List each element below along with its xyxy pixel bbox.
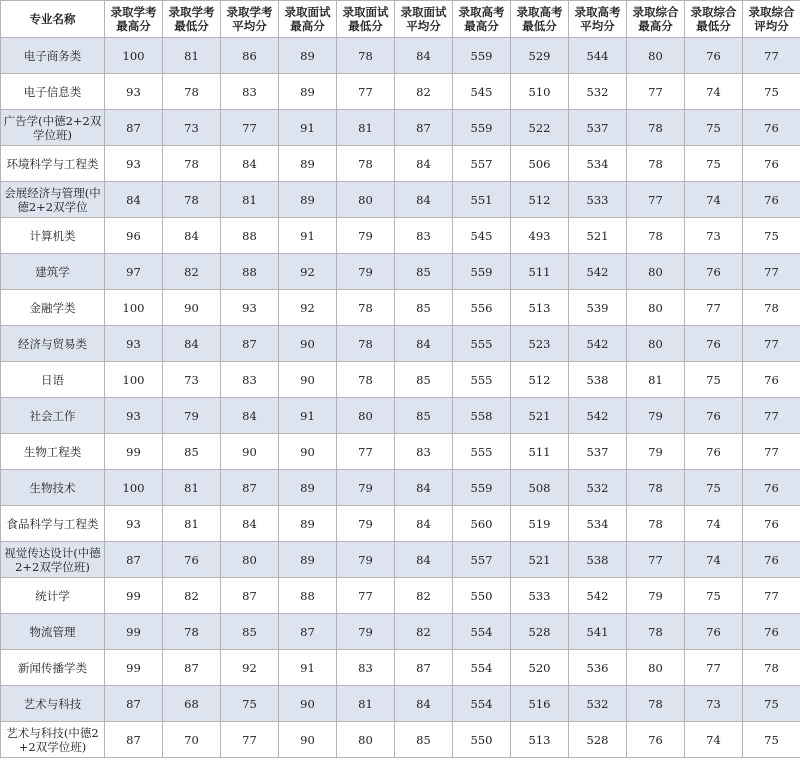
- score-cell: 512: [511, 362, 569, 398]
- score-cell: 92: [221, 650, 279, 686]
- score-cell: 78: [627, 506, 685, 542]
- score-cell: 80: [627, 254, 685, 290]
- score-cell: 75: [685, 578, 743, 614]
- score-cell: 545: [453, 74, 511, 110]
- column-header: 录取综合 最高分: [627, 1, 685, 38]
- score-cell: 533: [511, 578, 569, 614]
- major-name-cell: 计算机类: [1, 218, 105, 254]
- score-cell: 88: [221, 218, 279, 254]
- score-cell: 91: [279, 398, 337, 434]
- score-cell: 91: [279, 218, 337, 254]
- score-cell: 84: [105, 182, 163, 218]
- score-cell: 81: [163, 506, 221, 542]
- score-cell: 77: [221, 722, 279, 758]
- score-cell: 560: [453, 506, 511, 542]
- score-cell: 80: [627, 38, 685, 74]
- score-cell: 97: [105, 254, 163, 290]
- score-cell: 85: [163, 434, 221, 470]
- score-cell: 557: [453, 146, 511, 182]
- score-cell: 79: [337, 470, 395, 506]
- score-cell: 100: [105, 290, 163, 326]
- score-cell: 84: [395, 146, 453, 182]
- major-name-cell: 日语: [1, 362, 105, 398]
- score-cell: 76: [627, 722, 685, 758]
- score-cell: 78: [627, 614, 685, 650]
- score-cell: 87: [105, 542, 163, 578]
- score-cell: 521: [511, 542, 569, 578]
- score-cell: 78: [627, 470, 685, 506]
- score-cell: 528: [569, 722, 627, 758]
- score-cell: 78: [627, 110, 685, 146]
- score-cell: 87: [395, 650, 453, 686]
- score-cell: 87: [105, 110, 163, 146]
- score-cell: 75: [685, 146, 743, 182]
- score-cell: 77: [743, 434, 800, 470]
- table-row: [1, 470, 800, 506]
- score-cell: 76: [163, 542, 221, 578]
- major-name-cell: 金融学类: [1, 290, 105, 326]
- table-body: [1, 38, 800, 758]
- score-cell: 89: [279, 470, 337, 506]
- table-header: [1, 1, 800, 38]
- score-cell: 80: [221, 542, 279, 578]
- score-cell: 76: [743, 506, 800, 542]
- score-cell: 84: [395, 506, 453, 542]
- score-cell: 73: [685, 686, 743, 722]
- header-row: [1, 1, 800, 38]
- column-header: 录取综合 最低分: [685, 1, 743, 38]
- score-cell: 555: [453, 326, 511, 362]
- score-cell: 532: [569, 470, 627, 506]
- score-cell: 80: [337, 722, 395, 758]
- score-cell: 77: [743, 398, 800, 434]
- score-cell: 88: [221, 254, 279, 290]
- major-name-cell: 生物工程类: [1, 434, 105, 470]
- major-name-cell: 电子信息类: [1, 74, 105, 110]
- score-cell: 87: [105, 686, 163, 722]
- score-cell: 99: [105, 650, 163, 686]
- score-cell: 536: [569, 650, 627, 686]
- score-cell: 93: [105, 326, 163, 362]
- table-row: [1, 146, 800, 182]
- score-cell: 76: [743, 542, 800, 578]
- score-cell: 76: [685, 38, 743, 74]
- score-cell: 78: [337, 38, 395, 74]
- score-cell: 74: [685, 542, 743, 578]
- score-cell: 79: [627, 398, 685, 434]
- major-name-cell: 艺术与科技: [1, 686, 105, 722]
- score-cell: 550: [453, 722, 511, 758]
- score-cell: 81: [163, 38, 221, 74]
- score-cell: 100: [105, 38, 163, 74]
- score-cell: 73: [685, 218, 743, 254]
- score-cell: 537: [569, 434, 627, 470]
- score-cell: 79: [337, 614, 395, 650]
- major-name-cell: 物流管理: [1, 614, 105, 650]
- score-cell: 78: [743, 290, 800, 326]
- score-cell: 100: [105, 470, 163, 506]
- score-cell: 555: [453, 362, 511, 398]
- score-cell: 77: [685, 650, 743, 686]
- score-cell: 80: [627, 650, 685, 686]
- score-cell: 551: [453, 182, 511, 218]
- score-cell: 87: [163, 650, 221, 686]
- score-cell: 77: [743, 38, 800, 74]
- table-row: [1, 542, 800, 578]
- score-cell: 85: [395, 398, 453, 434]
- score-cell: 81: [627, 362, 685, 398]
- score-cell: 76: [685, 326, 743, 362]
- major-name-cell: 新闻传播学类: [1, 650, 105, 686]
- score-cell: 513: [511, 722, 569, 758]
- score-cell: 82: [163, 578, 221, 614]
- table-row: [1, 38, 800, 74]
- score-cell: 90: [279, 434, 337, 470]
- score-cell: 90: [279, 686, 337, 722]
- score-cell: 556: [453, 290, 511, 326]
- score-cell: 86: [221, 38, 279, 74]
- score-cell: 85: [395, 722, 453, 758]
- table-row: [1, 398, 800, 434]
- score-cell: 550: [453, 578, 511, 614]
- major-name-cell: 统计学: [1, 578, 105, 614]
- score-cell: 77: [337, 578, 395, 614]
- score-cell: 83: [221, 362, 279, 398]
- table-row: [1, 218, 800, 254]
- score-cell: 80: [337, 182, 395, 218]
- score-cell: 99: [105, 434, 163, 470]
- score-cell: 538: [569, 362, 627, 398]
- score-cell: 76: [685, 398, 743, 434]
- score-cell: 511: [511, 434, 569, 470]
- score-cell: 93: [221, 290, 279, 326]
- major-name-cell: 视觉传达设计(中德2+2双学位班): [1, 542, 105, 578]
- score-cell: 522: [511, 110, 569, 146]
- table-row: [1, 506, 800, 542]
- score-cell: 84: [163, 326, 221, 362]
- score-cell: 84: [163, 218, 221, 254]
- score-cell: 76: [743, 110, 800, 146]
- score-cell: 87: [221, 326, 279, 362]
- score-cell: 510: [511, 74, 569, 110]
- score-cell: 76: [743, 470, 800, 506]
- score-cell: 89: [279, 542, 337, 578]
- score-cell: 92: [279, 254, 337, 290]
- score-cell: 92: [279, 290, 337, 326]
- column-header: 录取综合 评均分: [743, 1, 800, 38]
- score-cell: 81: [163, 470, 221, 506]
- score-cell: 559: [453, 254, 511, 290]
- score-cell: 558: [453, 398, 511, 434]
- score-cell: 74: [685, 182, 743, 218]
- score-cell: 74: [685, 722, 743, 758]
- table-row: [1, 362, 800, 398]
- score-cell: 75: [743, 218, 800, 254]
- score-cell: 554: [453, 650, 511, 686]
- score-cell: 534: [569, 146, 627, 182]
- major-name-cell: 食品科学与工程类: [1, 506, 105, 542]
- major-name-cell: 经济与贸易类: [1, 326, 105, 362]
- score-cell: 79: [337, 218, 395, 254]
- score-cell: 87: [279, 614, 337, 650]
- score-cell: 88: [279, 578, 337, 614]
- score-cell: 73: [163, 110, 221, 146]
- score-cell: 90: [163, 290, 221, 326]
- score-cell: 519: [511, 506, 569, 542]
- score-cell: 85: [395, 254, 453, 290]
- score-cell: 557: [453, 542, 511, 578]
- column-header: 录取面试 平均分: [395, 1, 453, 38]
- score-cell: 82: [395, 578, 453, 614]
- column-header: 录取高考 最高分: [453, 1, 511, 38]
- major-name-cell: 会展经济与管理(中德2+2双学位: [1, 182, 105, 218]
- score-cell: 93: [105, 506, 163, 542]
- score-cell: 96: [105, 218, 163, 254]
- score-cell: 523: [511, 326, 569, 362]
- column-header: 录取学考 最高分: [105, 1, 163, 38]
- score-cell: 538: [569, 542, 627, 578]
- score-cell: 83: [337, 650, 395, 686]
- table-row: [1, 614, 800, 650]
- score-cell: 99: [105, 614, 163, 650]
- score-cell: 78: [337, 362, 395, 398]
- score-cell: 76: [743, 146, 800, 182]
- score-cell: 91: [279, 650, 337, 686]
- score-cell: 75: [685, 110, 743, 146]
- table-row: [1, 182, 800, 218]
- score-cell: 77: [743, 254, 800, 290]
- score-cell: 555: [453, 434, 511, 470]
- score-cell: 544: [569, 38, 627, 74]
- score-cell: 84: [395, 326, 453, 362]
- score-cell: 78: [627, 686, 685, 722]
- score-cell: 84: [221, 398, 279, 434]
- score-cell: 87: [395, 110, 453, 146]
- score-cell: 76: [685, 614, 743, 650]
- score-cell: 90: [279, 326, 337, 362]
- score-cell: 521: [569, 218, 627, 254]
- score-cell: 554: [453, 686, 511, 722]
- score-cell: 73: [163, 362, 221, 398]
- major-name-cell: 生物技术: [1, 470, 105, 506]
- column-header-major: 专业名称: [1, 1, 105, 38]
- column-header: 录取高考 平均分: [569, 1, 627, 38]
- score-cell: 84: [395, 38, 453, 74]
- score-cell: 89: [279, 506, 337, 542]
- score-cell: 78: [163, 614, 221, 650]
- score-cell: 81: [337, 110, 395, 146]
- score-cell: 532: [569, 686, 627, 722]
- score-cell: 77: [627, 542, 685, 578]
- column-header: 录取学考 平均分: [221, 1, 279, 38]
- score-cell: 77: [337, 74, 395, 110]
- score-cell: 529: [511, 38, 569, 74]
- score-cell: 78: [163, 74, 221, 110]
- score-cell: 542: [569, 254, 627, 290]
- score-cell: 82: [395, 74, 453, 110]
- score-cell: 78: [337, 326, 395, 362]
- major-name-cell: 艺术与科技(中德2+2双学位班): [1, 722, 105, 758]
- score-cell: 87: [105, 722, 163, 758]
- score-cell: 521: [511, 398, 569, 434]
- table-row: [1, 650, 800, 686]
- score-cell: 493: [511, 218, 569, 254]
- score-cell: 80: [337, 398, 395, 434]
- score-cell: 81: [221, 182, 279, 218]
- score-cell: 84: [395, 542, 453, 578]
- score-cell: 84: [221, 146, 279, 182]
- score-cell: 78: [337, 146, 395, 182]
- major-name-cell: 环境科学与工程类: [1, 146, 105, 182]
- score-cell: 77: [743, 326, 800, 362]
- score-cell: 90: [279, 722, 337, 758]
- table-row: [1, 578, 800, 614]
- score-cell: 539: [569, 290, 627, 326]
- score-cell: 80: [627, 326, 685, 362]
- score-cell: 541: [569, 614, 627, 650]
- score-cell: 75: [743, 686, 800, 722]
- score-cell: 84: [221, 506, 279, 542]
- score-cell: 91: [279, 110, 337, 146]
- column-header: 录取面试 最高分: [279, 1, 337, 38]
- score-cell: 89: [279, 74, 337, 110]
- major-name-cell: 社会工作: [1, 398, 105, 434]
- table-row: [1, 326, 800, 362]
- score-cell: 83: [395, 218, 453, 254]
- column-header: 录取面试 最低分: [337, 1, 395, 38]
- score-cell: 76: [743, 362, 800, 398]
- score-cell: 77: [337, 434, 395, 470]
- score-cell: 84: [395, 470, 453, 506]
- score-cell: 75: [685, 470, 743, 506]
- score-cell: 537: [569, 110, 627, 146]
- score-cell: 100: [105, 362, 163, 398]
- score-cell: 82: [163, 254, 221, 290]
- score-cell: 513: [511, 290, 569, 326]
- score-cell: 79: [337, 506, 395, 542]
- score-cell: 79: [337, 254, 395, 290]
- score-cell: 76: [685, 434, 743, 470]
- score-cell: 77: [627, 74, 685, 110]
- score-cell: 77: [685, 290, 743, 326]
- score-cell: 74: [685, 506, 743, 542]
- score-cell: 90: [221, 434, 279, 470]
- score-cell: 534: [569, 506, 627, 542]
- score-cell: 542: [569, 326, 627, 362]
- score-cell: 506: [511, 146, 569, 182]
- score-cell: 532: [569, 74, 627, 110]
- score-cell: 82: [395, 614, 453, 650]
- score-cell: 559: [453, 110, 511, 146]
- score-cell: 89: [279, 182, 337, 218]
- score-cell: 78: [163, 182, 221, 218]
- score-cell: 75: [743, 74, 800, 110]
- score-cell: 80: [627, 290, 685, 326]
- score-cell: 545: [453, 218, 511, 254]
- score-cell: 533: [569, 182, 627, 218]
- score-cell: 78: [627, 146, 685, 182]
- score-cell: 77: [743, 578, 800, 614]
- score-cell: 520: [511, 650, 569, 686]
- score-cell: 99: [105, 578, 163, 614]
- score-cell: 78: [627, 218, 685, 254]
- score-cell: 90: [279, 362, 337, 398]
- score-cell: 542: [569, 578, 627, 614]
- score-cell: 78: [743, 650, 800, 686]
- score-cell: 70: [163, 722, 221, 758]
- score-cell: 511: [511, 254, 569, 290]
- score-cell: 81: [337, 686, 395, 722]
- score-cell: 75: [221, 686, 279, 722]
- score-cell: 516: [511, 686, 569, 722]
- table-row: [1, 686, 800, 722]
- score-cell: 528: [511, 614, 569, 650]
- score-cell: 75: [743, 722, 800, 758]
- score-cell: 93: [105, 74, 163, 110]
- score-cell: 559: [453, 38, 511, 74]
- major-name-cell: 建筑学: [1, 254, 105, 290]
- score-cell: 77: [627, 182, 685, 218]
- score-cell: 85: [221, 614, 279, 650]
- score-cell: 78: [337, 290, 395, 326]
- score-cell: 559: [453, 470, 511, 506]
- score-cell: 76: [685, 254, 743, 290]
- score-cell: 93: [105, 146, 163, 182]
- column-header: 录取高考 最低分: [511, 1, 569, 38]
- score-cell: 554: [453, 614, 511, 650]
- score-cell: 76: [743, 614, 800, 650]
- score-cell: 79: [337, 542, 395, 578]
- table-row: [1, 434, 800, 470]
- score-cell: 68: [163, 686, 221, 722]
- score-cell: 78: [163, 146, 221, 182]
- score-cell: 89: [279, 38, 337, 74]
- score-cell: 79: [163, 398, 221, 434]
- score-cell: 74: [685, 74, 743, 110]
- score-cell: 77: [221, 110, 279, 146]
- score-cell: 79: [627, 434, 685, 470]
- score-cell: 75: [685, 362, 743, 398]
- score-cell: 93: [105, 398, 163, 434]
- score-cell: 85: [395, 362, 453, 398]
- score-cell: 79: [627, 578, 685, 614]
- table-row: [1, 110, 800, 146]
- score-cell: 84: [395, 182, 453, 218]
- score-cell: 542: [569, 398, 627, 434]
- table-row: [1, 290, 800, 326]
- table-row: [1, 254, 800, 290]
- score-cell: 512: [511, 182, 569, 218]
- score-cell: 83: [221, 74, 279, 110]
- table-row: [1, 74, 800, 110]
- score-cell: 87: [221, 470, 279, 506]
- column-header: 录取学考 最低分: [163, 1, 221, 38]
- score-cell: 84: [395, 686, 453, 722]
- score-cell: 76: [743, 182, 800, 218]
- score-cell: 83: [395, 434, 453, 470]
- major-name-cell: 电子商务类: [1, 38, 105, 74]
- score-cell: 89: [279, 146, 337, 182]
- table-row: [1, 722, 800, 758]
- score-cell: 508: [511, 470, 569, 506]
- score-cell: 85: [395, 290, 453, 326]
- major-name-cell: 广告学(中德2+2双学位班): [1, 110, 105, 146]
- score-cell: 87: [221, 578, 279, 614]
